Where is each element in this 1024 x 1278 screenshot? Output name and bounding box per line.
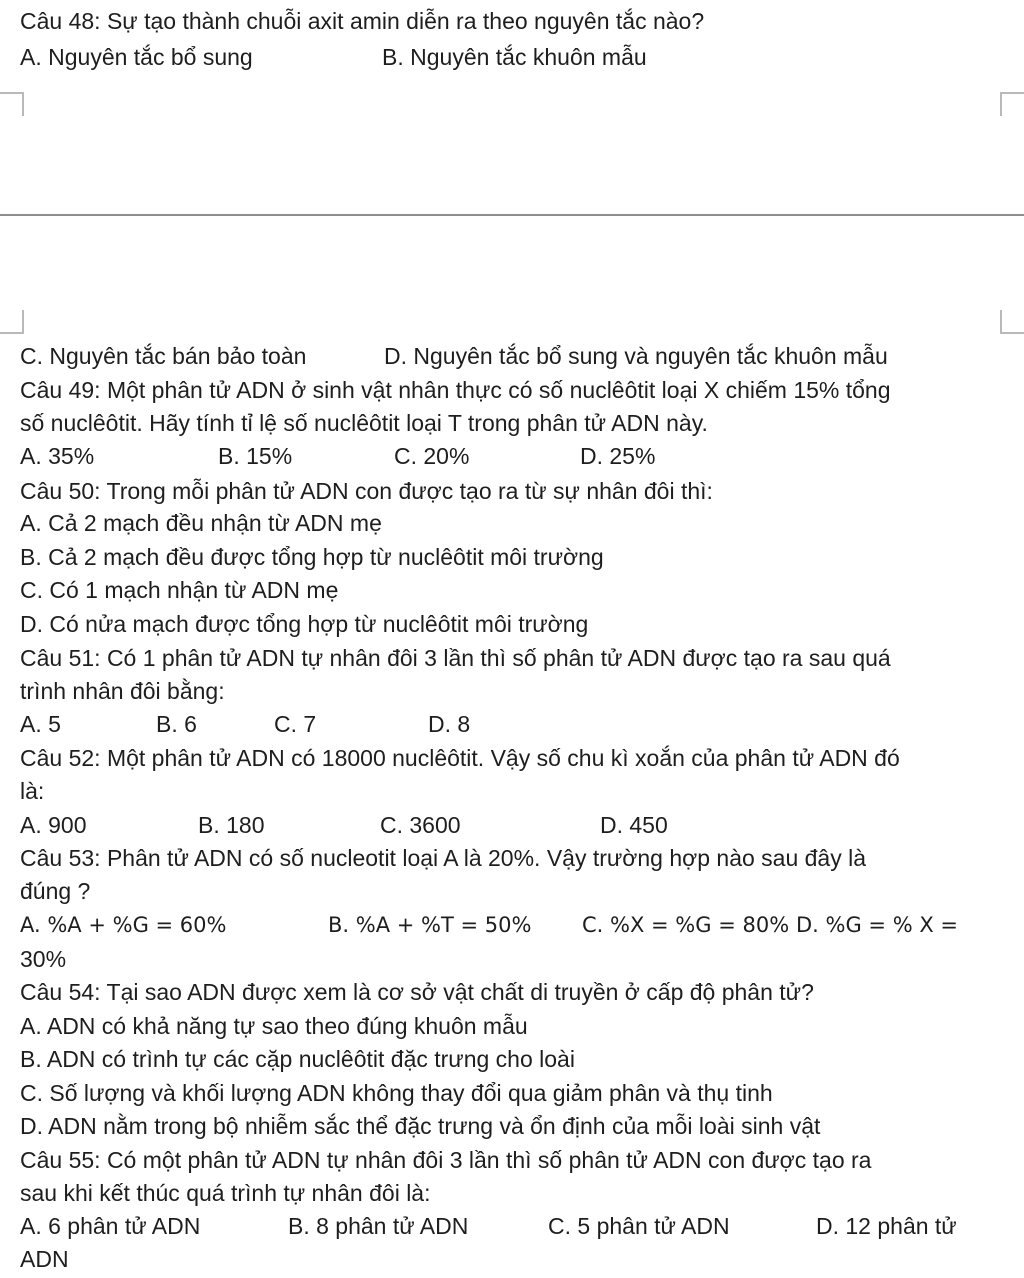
question-51-text-line2: trình nhân đôi bằng: [20, 678, 225, 704]
q48-option-d: D. Nguyên tắc bổ sung và nguyên tắc khuôn mẫu [384, 343, 888, 369]
q55-option-d-continued: ADN [20, 1246, 69, 1272]
q50-option-b: B. Cả 2 mạch đều được tổng hợp từ nuclêôtit môi trường [20, 544, 604, 570]
page-corner-bottom-right [1000, 310, 1024, 334]
q53-option-b: B. %A + %T = 50% [328, 913, 532, 937]
q48-option-a: A. Nguyên tắc bổ sung [20, 44, 253, 70]
q52-option-c: C. 3600 [380, 812, 461, 838]
q50-option-a: A. Cả 2 mạch đều nhận từ ADN mẹ [20, 510, 382, 536]
q49-option-d: D. 25% [580, 443, 656, 469]
q48-option-c: C. Nguyên tắc bán bảo toàn [20, 343, 307, 369]
question-49-text-line2: số nuclêôtit. Hãy tính tỉ lệ số nuclêôtit loại T trong phân tử ADN này. [20, 410, 708, 436]
page-corner-top-left [0, 92, 24, 116]
q55-option-b: B. 8 phân tử ADN [288, 1213, 469, 1239]
q55-option-d: D. 12 phân tử [816, 1213, 957, 1239]
q51-option-a: A. 5 [20, 711, 61, 737]
page-divider [0, 214, 1024, 216]
question-53-text-line2: đúng ? [20, 878, 91, 904]
q55-option-c: C. 5 phân tử ADN [548, 1213, 730, 1239]
question-50-text: Câu 50: Trong mỗi phân tử ADN con được tạo ra từ sự nhân đôi thì: [20, 478, 713, 504]
q52-option-a: A. 900 [20, 812, 87, 838]
q54-option-d: D. ADN nằm trong bộ nhiễm sắc thể đặc trưng và ổn định của mỗi loài sinh vật [20, 1113, 821, 1139]
question-54-text: Câu 54: Tại sao ADN được xem là cơ sở vật chất di truyền ở cấp độ phân tử? [20, 979, 814, 1005]
q50-option-c: C. Có 1 mạch nhận từ ADN mẹ [20, 577, 339, 603]
question-53-text-line1: Câu 53: Phân tử ADN có số nucleotit loại A là 20%. Vậy trường hợp nào sau đây là [20, 845, 867, 871]
q51-option-c: C. 7 [274, 711, 317, 737]
q48-option-b: B. Nguyên tắc khuôn mẫu [382, 44, 647, 70]
q50-option-d: D. Có nửa mạch được tổng hợp từ nuclêôtit môi trường [20, 611, 589, 637]
question-55-text-line2: sau khi kết thúc quá trình tự nhân đôi là: [20, 1180, 431, 1206]
q49-option-b: B. 15% [218, 443, 293, 469]
q53-option-d-continued: 30% [20, 946, 67, 972]
q54-option-c: C. Số lượng và khối lượng ADN không thay đổi qua giảm phân và thụ tinh [20, 1080, 773, 1106]
question-55-text-line1: Câu 55: Có một phân tử ADN tự nhân đôi 3 lần thì số phân tử ADN con được tạo ra [20, 1147, 872, 1173]
q52-option-d: D. 450 [600, 812, 668, 838]
q53-option-c: C. %X = %G = 80% [582, 913, 790, 937]
q53-option-a: A. %A + %G = 60% [20, 913, 227, 937]
q52-option-b: B. 180 [198, 812, 265, 838]
q49-option-c: C. 20% [394, 443, 470, 469]
question-48-text: Câu 48: Sự tạo thành chuỗi axit amin diễn ra theo nguyên tắc nào? [20, 8, 705, 34]
q51-option-d: D. 8 [428, 711, 471, 737]
page-corner-top-right [1000, 92, 1024, 116]
q55-option-a: A. 6 phân tử ADN [20, 1213, 201, 1239]
question-52-text-line2: là: [20, 778, 45, 804]
question-51-text-line1: Câu 51: Có 1 phân tử ADN tự nhân đôi 3 lần thì số phân tử ADN được tạo ra sau quá [20, 645, 891, 671]
q49-option-a: A. 35% [20, 443, 95, 469]
question-49-text-line1: Câu 49: Một phân tử ADN ở sinh vật nhân thực có số nuclêôtit loại X chiếm 15% tổng [20, 377, 891, 403]
q54-option-b: B. ADN có trình tự các cặp nuclêôtit đặc trưng cho loài [20, 1046, 575, 1072]
page-corner-bottom-left [0, 310, 24, 334]
q54-option-a: A. ADN có khả năng tự sao theo đúng khuôn mẫu [20, 1013, 528, 1039]
q53-option-d: D. %G = % X = [796, 913, 958, 937]
q51-option-b: B. 6 [156, 711, 197, 737]
question-52-text-line1: Câu 52: Một phân tử ADN có 18000 nuclêôtit. Vậy số chu kì xoắn của phân tử ADN đó [20, 745, 900, 771]
